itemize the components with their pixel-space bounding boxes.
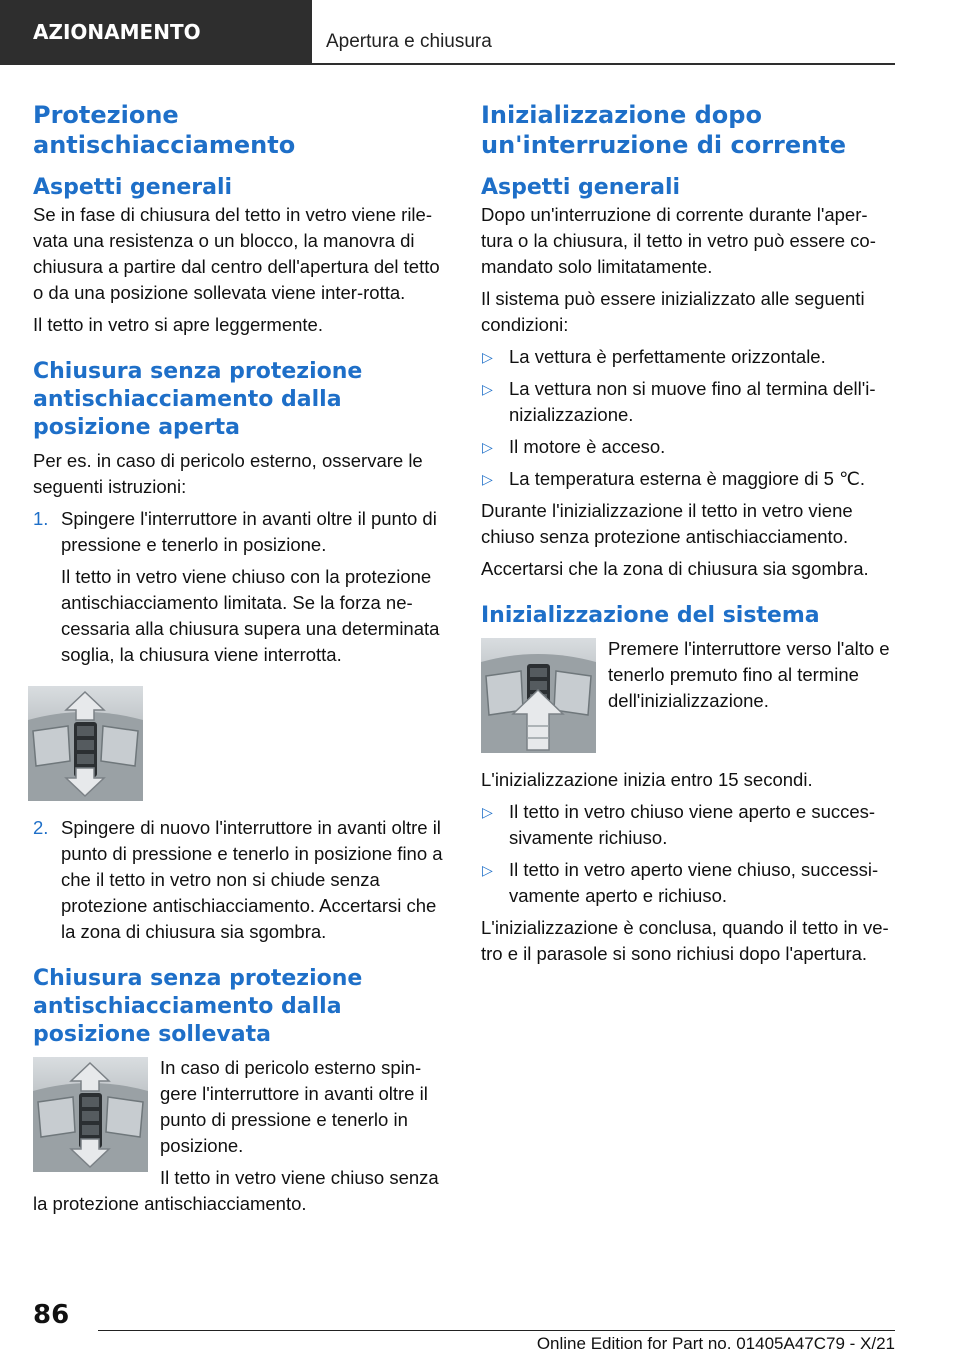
paragraph: Accertarsi che la zona di chiusura sia sgombra.: [481, 558, 869, 579]
list-item: [481, 799, 895, 851]
step-text: Spingere l'interruttore in avanti oltre il punto di pressione e tenerlo in posizione.: [61, 508, 437, 555]
paragraph: Il tetto in vetro si apre leggermente.: [33, 314, 323, 335]
list-item: [481, 857, 895, 909]
subheading-raised-position: Chiusura senza protezione antischiacciamento dalla posizione sollevata: [33, 966, 363, 1047]
step-text: Spingere di nuovo l'interruttore in avanti oltre il punto di pressione e tenerlo in posizione fino a che il tetto in vetro non si chiude senza protezione antischiacciamento. Accertarsi che la zona di chiusura sia sgombra.: [61, 817, 443, 942]
paragraph: Durante l'inizializzazione il tetto in vetro viene chiuso senza protezione antischiacciamento.: [481, 500, 853, 547]
paragraph: Il sistema può essere inizializzato alle seguenti condizioni:: [481, 288, 865, 335]
init-block: [481, 636, 895, 757]
right-column: [481, 100, 895, 967]
step-number: 1.: [33, 508, 49, 529]
list-item-text: La vettura è perfettamente orizzontale.: [509, 346, 826, 367]
raised-block: [33, 1055, 445, 1217]
subheading-general: Aspetti generali: [33, 175, 233, 200]
triangle-bullet-icon: ▷: [482, 381, 493, 397]
step-1: [33, 506, 445, 668]
triangle-bullet-icon: ▷: [482, 471, 493, 487]
section-tab: AZIONAMENTO: [0, 0, 298, 65]
list-item-text: Il tetto in vetro chiuso viene aperto e succes-sivamente richiuso.: [509, 801, 876, 848]
chapter-title: Apertura e chiusura: [312, 0, 895, 63]
switch-illustration: [33, 1057, 148, 1172]
paragraph: Il tetto in vetro viene chiuso senza la protezione antischiacciamento.: [33, 1167, 439, 1214]
paragraph: L'inizializzazione è conclusa, quando il tetto in ve-tro e il parasole si sono richiusi dopo l'apertura.: [481, 917, 889, 964]
paragraph: Se in fase di chiusura del tetto in vetro viene rile-vata una resistenza o un blocco, la manovra di chiusura a partire dal centro dell'apertura del tetto o da una posizione sollevata viene inter-rotta.: [33, 204, 440, 303]
paragraph: Premere l'interruttore verso l'alto e tenerlo premuto fino al termine dell'inizializzazione.: [608, 638, 890, 711]
list-item-text: Il motore è acceso.: [509, 436, 666, 457]
list-item: [481, 434, 895, 460]
paragraph: In caso di pericolo esterno spin-gere l'interruttore in avanti oltre il punto di pressione e tenerlo in posizione.: [160, 1057, 428, 1156]
list-item-text: Il tetto in vetro aperto viene chiuso, successi-vamente aperto e richiuso.: [509, 859, 879, 906]
list-item: [481, 344, 895, 370]
page-number: 86: [33, 1300, 70, 1330]
step-2: [33, 815, 445, 945]
switch-illustration: [28, 686, 143, 801]
subheading-system-init: Inizializzazione del sistema: [481, 603, 820, 628]
edition-note: Online Edition for Part no. 01405A47C79 - X/21: [536, 1334, 895, 1353]
section-title-initialization: Inizializzazione dopo un'interruzione di corrente: [481, 101, 847, 159]
footer-divider: [98, 1330, 895, 1331]
triangle-bullet-icon: ▷: [482, 349, 493, 365]
triangle-bullet-icon: ▷: [482, 439, 493, 455]
switch-up-illustration: [481, 638, 596, 753]
triangle-bullet-icon: ▷: [482, 804, 493, 820]
subheading-general: Aspetti generali: [481, 175, 681, 200]
paragraph: Dopo un'interruzione di corrente durante l'aper-tura o la chiusura, il tetto in vetro può essere co-mandato solo limitatamente.: [481, 204, 876, 277]
subheading-open-position: Chiusura senza protezione antischiacciamento dalla posizione aperta: [33, 359, 363, 440]
paragraph: L'inizializzazione inizia entro 15 secondi.: [481, 769, 813, 790]
paragraph: Per es. in caso di pericolo esterno, osservare le seguenti istruzioni:: [33, 450, 423, 497]
triangle-bullet-icon: ▷: [482, 862, 493, 878]
list-item-text: La temperatura esterna è maggiore di 5 ℃.: [509, 468, 866, 489]
list-item: [481, 376, 895, 428]
list-item: [481, 466, 895, 492]
list-item-text: La vettura non si muove fino al termina dell'i-nizializzazione.: [509, 378, 876, 425]
step-note: Il tetto in vetro viene chiuso con la protezione antischiacciamento limitata. Se la forza ne-cessaria alla chiusura supera una determinata soglia, la chiusura viene interrotta.: [61, 566, 440, 665]
section-title-anti-pinch: Protezione antischiacciamento: [33, 101, 296, 159]
left-column: [33, 100, 445, 1217]
step-number: 2.: [33, 817, 49, 838]
